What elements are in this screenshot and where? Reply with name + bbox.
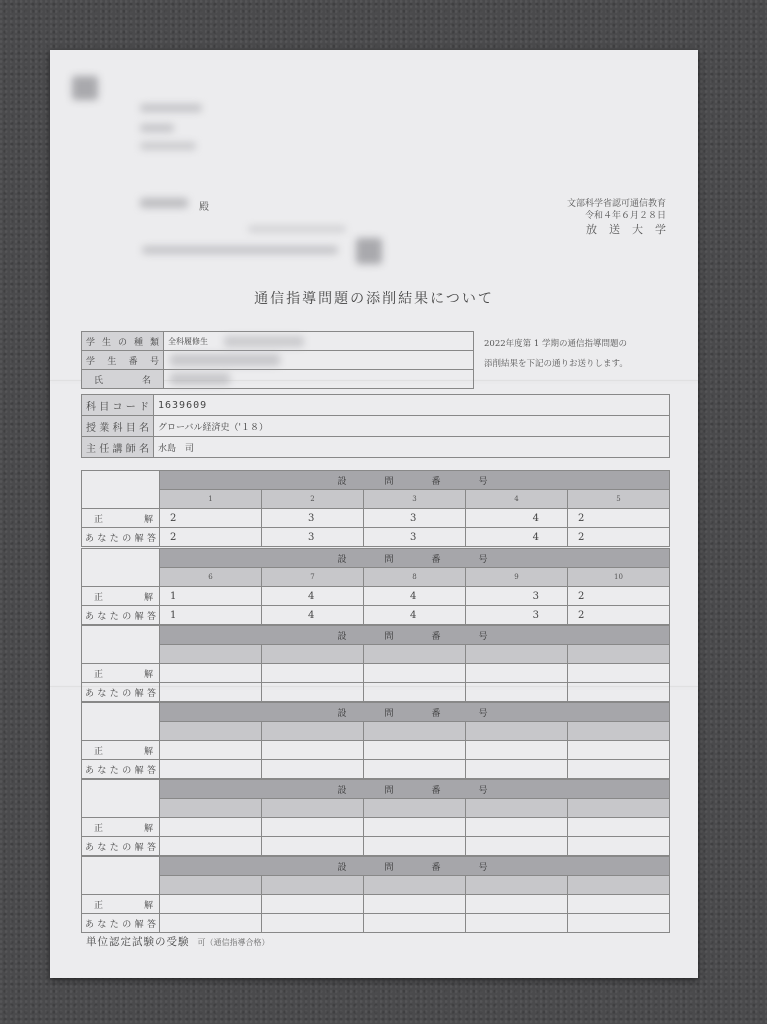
question-band-label: 設問番号 xyxy=(160,703,670,722)
corner-cell xyxy=(82,549,160,587)
question-number: 6 xyxy=(160,568,262,587)
notice-line: 添削結果を下記の通りお送りします。 xyxy=(484,359,628,369)
question-number xyxy=(262,876,364,895)
course-info-table xyxy=(81,394,670,458)
your-answer-cell xyxy=(568,914,670,933)
question-block xyxy=(81,548,670,625)
your-answer-cell xyxy=(364,760,466,779)
redacted-barcode xyxy=(142,246,338,254)
course-subject-label: 授業科目名 xyxy=(86,422,149,434)
student-id-label: 学生番号 xyxy=(86,356,159,367)
question-number xyxy=(568,645,670,664)
student-info-table xyxy=(81,331,474,389)
correct-answer-cell xyxy=(262,895,364,914)
question-band-row xyxy=(82,857,670,876)
question-number-row xyxy=(82,645,670,664)
student-id-row xyxy=(82,351,474,370)
question-number xyxy=(568,722,670,741)
question-number xyxy=(466,645,568,664)
your-answer-cell xyxy=(466,914,568,933)
question-band-label: 設問番号 xyxy=(160,549,670,568)
course-code-label: 科目コード xyxy=(86,401,149,413)
correct-answer-cell: 3 xyxy=(262,509,364,528)
course-code-row xyxy=(82,395,670,416)
redacted-qr xyxy=(356,238,382,264)
question-number-row xyxy=(82,722,670,741)
your-answer-cell xyxy=(262,760,364,779)
correct-answer-cell: 2 xyxy=(568,509,670,528)
correct-answer-cell xyxy=(160,741,262,760)
your-answer-label: あなたの解答 xyxy=(82,914,160,933)
result-letter xyxy=(50,50,698,978)
student-name-row xyxy=(82,370,474,389)
redacted-student-id xyxy=(170,354,280,366)
your-answer-cell: 4 xyxy=(262,606,364,625)
redacted-address xyxy=(140,142,196,150)
question-band-label: 設問番号 xyxy=(160,626,670,645)
correct-answer-cell xyxy=(160,895,262,914)
your-answer-cell xyxy=(568,683,670,702)
correct-row xyxy=(82,587,670,606)
correct-label: 正解 xyxy=(82,664,160,683)
notice-text xyxy=(484,334,628,374)
correct-answer-cell xyxy=(466,895,568,914)
your-answer-cell xyxy=(568,837,670,856)
correct-row xyxy=(82,741,670,760)
your-answer-row xyxy=(82,760,670,779)
correct-answer-cell: 3 xyxy=(364,509,466,528)
question-number xyxy=(160,799,262,818)
correct-label: 正解 xyxy=(82,509,160,528)
correct-answer-cell xyxy=(466,818,568,837)
corner-cell xyxy=(82,703,160,741)
your-answer-row xyxy=(82,683,670,702)
question-number: 5 xyxy=(568,490,670,509)
your-answer-cell: 4 xyxy=(466,528,568,547)
correct-answer-cell xyxy=(364,664,466,683)
correct-answer-cell xyxy=(568,664,670,683)
correct-answer-cell: 2 xyxy=(568,587,670,606)
your-answer-cell xyxy=(364,837,466,856)
correct-answer-cell xyxy=(466,664,568,683)
question-number-row xyxy=(82,568,670,587)
your-answer-cell xyxy=(466,837,568,856)
correct-label: 正解 xyxy=(82,818,160,837)
your-answer-cell xyxy=(262,837,364,856)
student-name-label: 氏名 xyxy=(94,375,151,386)
question-number: 10 xyxy=(568,568,670,587)
question-number xyxy=(568,876,670,895)
issuer-block xyxy=(566,198,678,236)
correct-row xyxy=(82,818,670,837)
correct-answer-cell xyxy=(466,741,568,760)
question-number xyxy=(262,799,364,818)
your-answer-row xyxy=(82,528,670,547)
your-answer-label: あなたの解答 xyxy=(82,837,160,856)
your-answer-cell xyxy=(466,683,568,702)
question-number xyxy=(364,645,466,664)
question-number: 4 xyxy=(466,490,568,509)
your-answer-cell: 3 xyxy=(466,606,568,625)
question-number: 1 xyxy=(160,490,262,509)
question-band-label: 設問番号 xyxy=(160,857,670,876)
question-band-label: 設問番号 xyxy=(160,471,670,490)
your-answer-cell xyxy=(160,837,262,856)
correct-label: 正解 xyxy=(82,895,160,914)
your-answer-cell xyxy=(160,683,262,702)
question-number xyxy=(364,876,466,895)
correct-answer-cell xyxy=(262,818,364,837)
your-answer-cell xyxy=(262,914,364,933)
question-number-row xyxy=(82,799,670,818)
question-number xyxy=(160,876,262,895)
corner-cell xyxy=(82,857,160,895)
course-subject-value: グローバル経済史（'１８） xyxy=(154,416,670,437)
course-instructor-label: 主任講師名 xyxy=(86,443,149,455)
question-number-row xyxy=(82,876,670,895)
your-answer-cell: 1 xyxy=(160,606,262,625)
your-answer-cell xyxy=(364,683,466,702)
exam-eligibility-result: 可（通信指導合格） xyxy=(197,938,270,947)
question-block xyxy=(81,856,670,933)
question-number: 7 xyxy=(262,568,364,587)
issue-date: 令和４年６月２８日 xyxy=(584,211,666,221)
university-name: 放送大学 xyxy=(586,223,678,236)
corner-cell xyxy=(82,471,160,509)
question-number xyxy=(364,722,466,741)
question-block xyxy=(81,625,670,702)
course-subject-row xyxy=(82,416,670,437)
correct-label: 正解 xyxy=(82,741,160,760)
correct-answer-cell xyxy=(160,818,262,837)
correct-answer-cell xyxy=(364,818,466,837)
correct-answer-cell: 2 xyxy=(160,509,262,528)
correct-label: 正解 xyxy=(82,587,160,606)
correct-answer-cell xyxy=(262,741,364,760)
question-band-row xyxy=(82,703,670,722)
correct-answer-cell: 1 xyxy=(160,587,262,606)
redacted-address xyxy=(140,104,202,112)
correct-answer-cell xyxy=(262,664,364,683)
your-answer-cell: 3 xyxy=(364,528,466,547)
corner-cell xyxy=(82,626,160,664)
correct-answer-cell: 4 xyxy=(262,587,364,606)
corner-cell xyxy=(82,780,160,818)
question-number xyxy=(364,799,466,818)
question-band-row xyxy=(82,626,670,645)
correct-answer-cell xyxy=(364,741,466,760)
question-number xyxy=(262,645,364,664)
question-band-row xyxy=(82,549,670,568)
your-answer-label: あなたの解答 xyxy=(82,606,160,625)
question-number xyxy=(466,722,568,741)
your-answer-cell xyxy=(160,760,262,779)
question-number: 8 xyxy=(364,568,466,587)
your-answer-label: あなたの解答 xyxy=(82,528,160,547)
question-number-row xyxy=(82,490,670,509)
correct-answer-cell xyxy=(364,895,466,914)
exam-eligibility-label: 単位認定試験の受験 xyxy=(86,936,190,948)
redacted-name xyxy=(140,198,188,208)
question-band-label: 設問番号 xyxy=(160,780,670,799)
issuer-line: 文部科学省認可通信教育 xyxy=(566,199,666,209)
exam-eligibility xyxy=(86,934,270,949)
question-block xyxy=(81,470,670,547)
redacted-postal-code xyxy=(72,76,98,100)
correct-answer-cell: 4 xyxy=(466,509,568,528)
your-answer-cell xyxy=(466,760,568,779)
your-answer-cell: 4 xyxy=(364,606,466,625)
correct-row xyxy=(82,895,670,914)
question-number xyxy=(568,799,670,818)
your-answer-label: あなたの解答 xyxy=(82,683,160,702)
correct-answer-cell: 3 xyxy=(466,587,568,606)
course-instructor-value: 水島 司 xyxy=(154,437,670,458)
course-code-value: 1639609 xyxy=(154,395,670,416)
question-block xyxy=(81,702,670,779)
correct-answer-cell xyxy=(568,818,670,837)
student-kind-label: 学生の種類 xyxy=(86,337,159,348)
question-number: 3 xyxy=(364,490,466,509)
your-answer-cell: 2 xyxy=(160,528,262,547)
student-kind-row xyxy=(82,332,474,351)
question-band-row xyxy=(82,780,670,799)
honorific: 殿 xyxy=(199,202,209,213)
question-number: 9 xyxy=(466,568,568,587)
your-answer-label: あなたの解答 xyxy=(82,760,160,779)
correct-answer-cell xyxy=(568,741,670,760)
question-block xyxy=(81,779,670,856)
student-kind-value: 全科履修生 xyxy=(168,336,208,346)
page-title: 通信指導問題の添削結果について xyxy=(254,291,494,307)
course-instructor-row xyxy=(82,437,670,458)
your-answer-cell xyxy=(262,683,364,702)
your-answer-cell xyxy=(568,760,670,779)
your-answer-cell xyxy=(160,914,262,933)
correct-answer-cell: 4 xyxy=(364,587,466,606)
question-number xyxy=(466,799,568,818)
your-answer-row xyxy=(82,837,670,856)
your-answer-cell xyxy=(364,914,466,933)
redacted-barcode xyxy=(248,226,346,232)
your-answer-cell: 2 xyxy=(568,528,670,547)
your-answer-cell: 2 xyxy=(568,606,670,625)
your-answer-row xyxy=(82,914,670,933)
notice-line: 2022年度第 1 学期の通信指導問題の xyxy=(484,339,627,349)
correct-answer-cell xyxy=(568,895,670,914)
question-band-row xyxy=(82,471,670,490)
question-number xyxy=(160,722,262,741)
your-answer-cell: 3 xyxy=(262,528,364,547)
correct-row xyxy=(82,509,670,528)
question-number xyxy=(262,722,364,741)
your-answer-row xyxy=(82,606,670,625)
question-number xyxy=(160,645,262,664)
redacted-field xyxy=(224,336,304,347)
correct-row xyxy=(82,664,670,683)
correct-answer-cell xyxy=(160,664,262,683)
question-number xyxy=(466,876,568,895)
question-number: 2 xyxy=(262,490,364,509)
redacted-address xyxy=(140,124,174,132)
redacted-student-name xyxy=(170,373,230,385)
